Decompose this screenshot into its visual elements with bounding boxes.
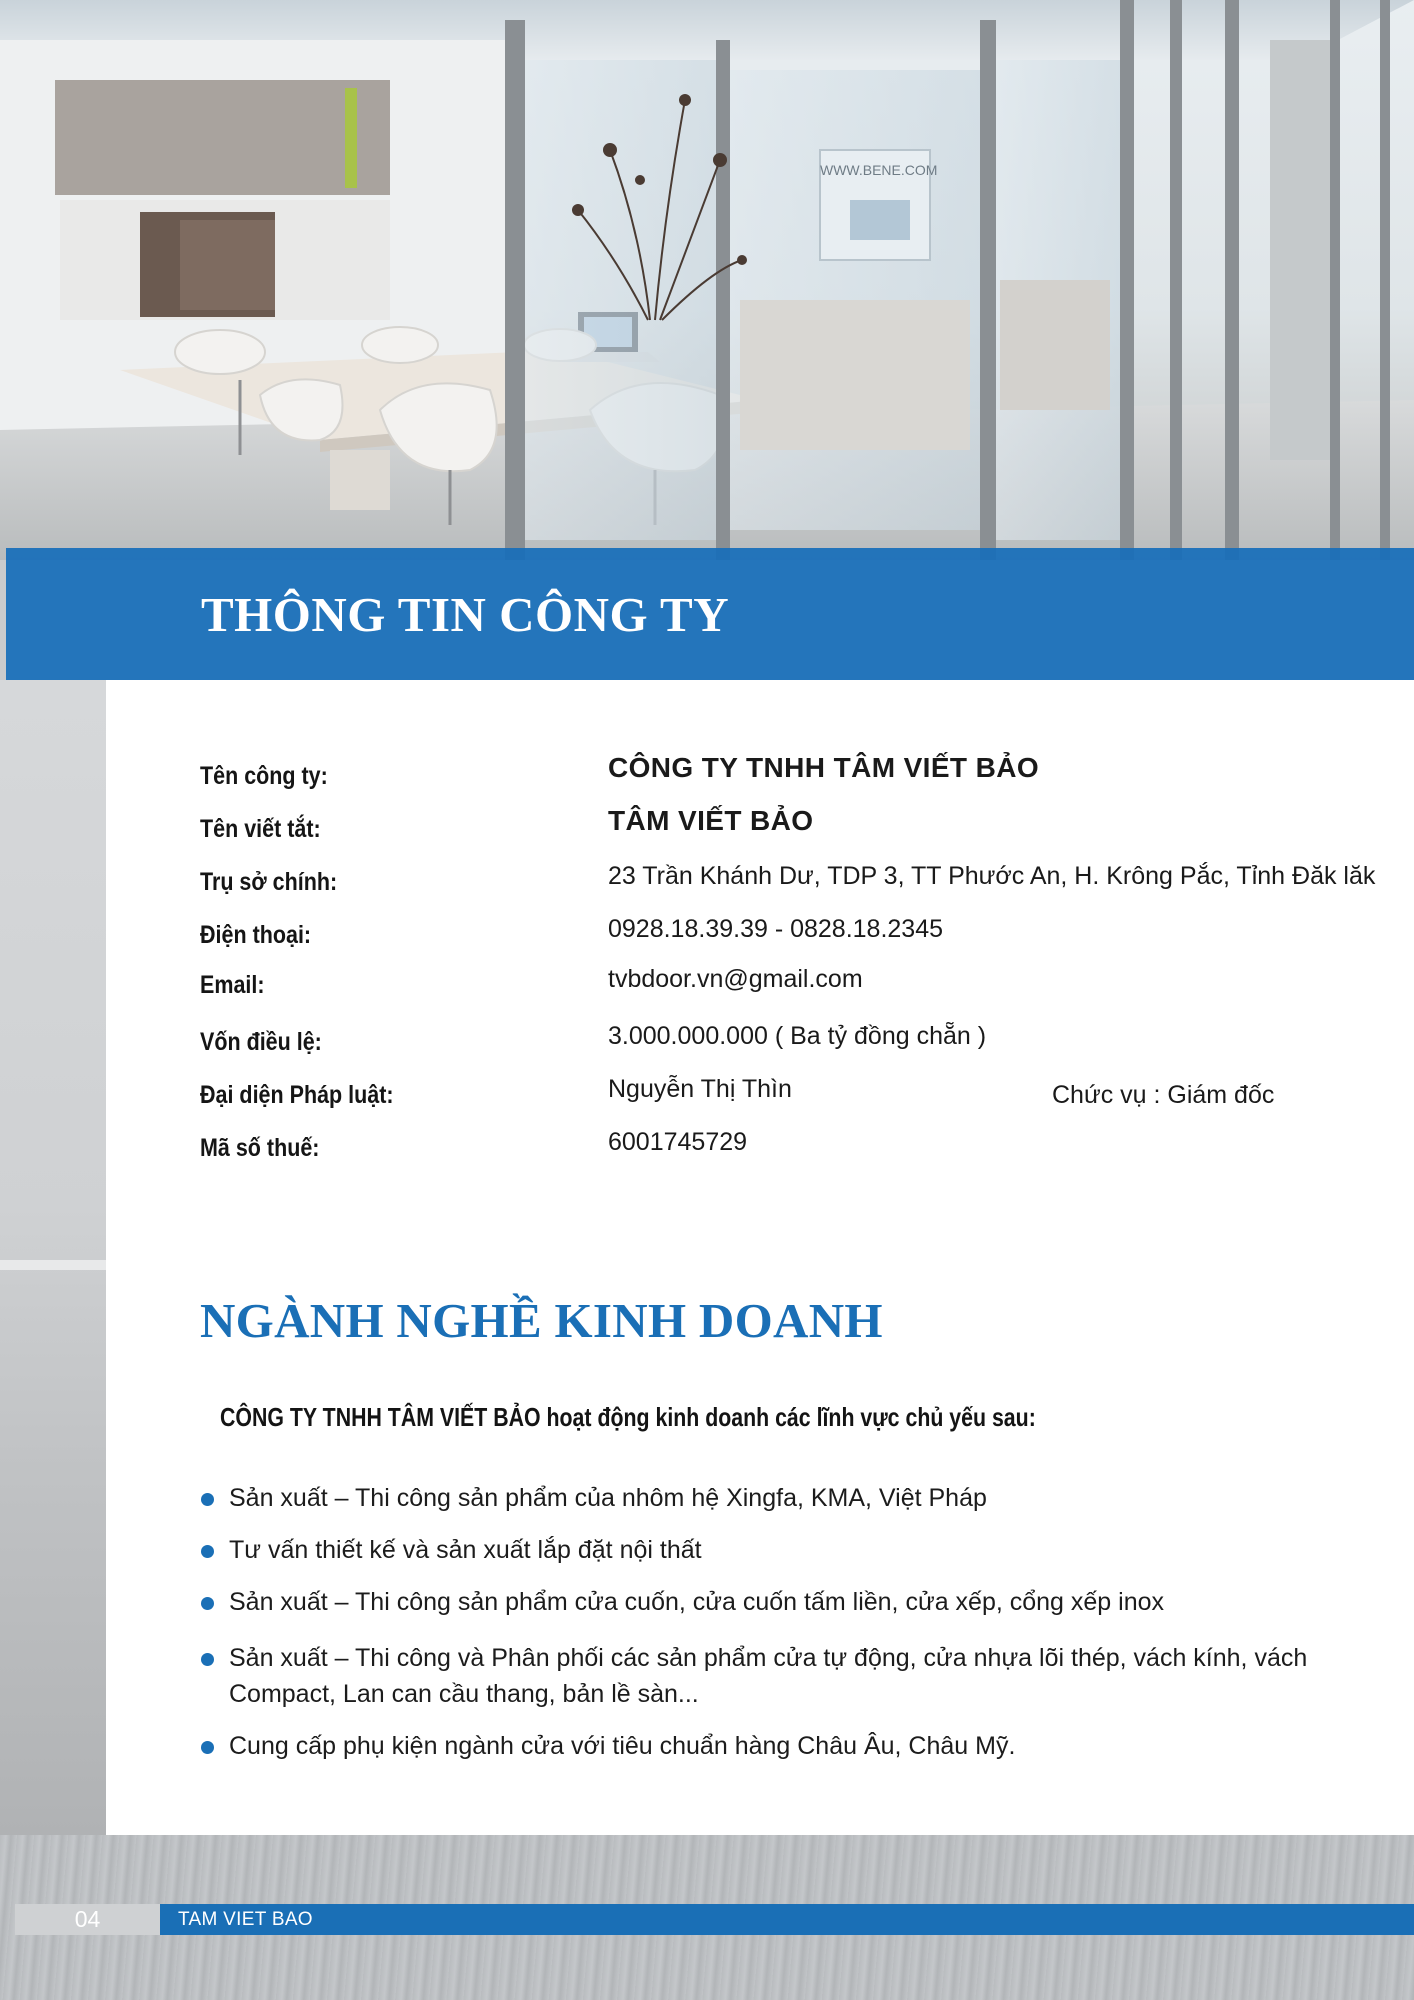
list-item: [200, 1532, 1400, 1568]
footer-brand: TAM VIET BAO: [178, 1909, 313, 1930]
page-number: 04: [74, 1906, 101, 1932]
info-label: Đại diện Pháp luật:: [200, 1081, 394, 1109]
bullet-icon: [201, 1653, 214, 1666]
info-value: tvbdoor.vn@gmail.com: [608, 965, 863, 993]
bullet-icon: [201, 1493, 214, 1506]
list-item: [200, 1728, 1400, 1764]
info-label: Mã số thuế:: [200, 1134, 320, 1162]
business-list: [200, 1480, 1400, 1764]
window-sign-text: WWW.BENE.COM: [820, 162, 938, 178]
list-item-text: Sản xuất – Thi công và Phân phối các sản phẩm cửa tự động, cửa nhựa lõi thép, vách kính, vách Compact, Lan can cầu thang, bản lề sàn...: [229, 1644, 1308, 1708]
info-value: Nguyễn Thị Thìn: [608, 1075, 792, 1103]
info-value: TÂM VIẾT BẢO: [608, 805, 814, 836]
info-value: 3.000.000.000 ( Ba tỷ đồng chẵn ): [608, 1022, 987, 1050]
list-item: [200, 1640, 1400, 1712]
position-title: Chức vụ : Giám đốc: [1052, 1081, 1275, 1109]
info-value: CÔNG TY TNHH TÂM VIẾT BẢO: [608, 752, 1040, 783]
info-row-legal-representative: [200, 1071, 1400, 1111]
list-item: [200, 1584, 1400, 1620]
bullet-icon: [201, 1741, 214, 1754]
info-label: Tên công ty:: [200, 762, 328, 790]
business-section-title: NGÀNH NGHỀ KINH DOANH: [200, 1293, 883, 1348]
info-value: 23 Trần Khánh Dư, TDP 3, TT Phước An, H. Krông Pắc, Tỉnh Đăk lăk: [608, 862, 1376, 890]
info-value: 6001745729: [608, 1128, 748, 1156]
bullet-icon: [201, 1545, 214, 1558]
list-item-text: Sản xuất – Thi công sản phẩm cửa cuốn, cửa cuốn tấm liền, cửa xếp, cổng xếp inox: [229, 1588, 1165, 1616]
list-item: [200, 1480, 1400, 1516]
footer-bar: [150, 1904, 1414, 1935]
list-item-text: Tư vấn thiết kế và sản xuất lắp đặt nội thất: [229, 1536, 702, 1564]
wall-seam: [0, 1260, 106, 1270]
list-item-text: Sản xuất – Thi công sản phẩm của nhôm hệ Xingfa, KMA, Việt Pháp: [229, 1484, 987, 1512]
info-value: 0928.18.39.39 - 0828.18.2345: [608, 915, 944, 943]
info-label: Email:: [200, 971, 265, 999]
info-label: Vốn điều lệ:: [200, 1028, 322, 1056]
page-number-box: [15, 1904, 160, 1935]
list-item-text: Cung cấp phụ kiện ngành cửa với tiêu chuẩn hàng Châu Âu, Châu Mỹ.: [229, 1732, 1016, 1760]
left-wall-background: [0, 680, 106, 2000]
office-illustration: [0, 0, 1414, 560]
info-label: Điện thoại:: [200, 921, 312, 949]
bullet-icon: [201, 1597, 214, 1610]
company-info-banner: [6, 548, 1414, 680]
info-label: Trụ sở chính:: [200, 868, 338, 896]
hero-office-photo: [0, 0, 1414, 560]
content-card: [106, 680, 1414, 1835]
business-intro: CÔNG TY TNHH TÂM VIẾT BẢO hoạt động kinh doanh các lĩnh vực chủ yếu sau:: [220, 1402, 1036, 1432]
banner-title: THÔNG TIN CÔNG TY: [201, 587, 730, 642]
info-label: Tên viết tắt:: [200, 815, 321, 843]
